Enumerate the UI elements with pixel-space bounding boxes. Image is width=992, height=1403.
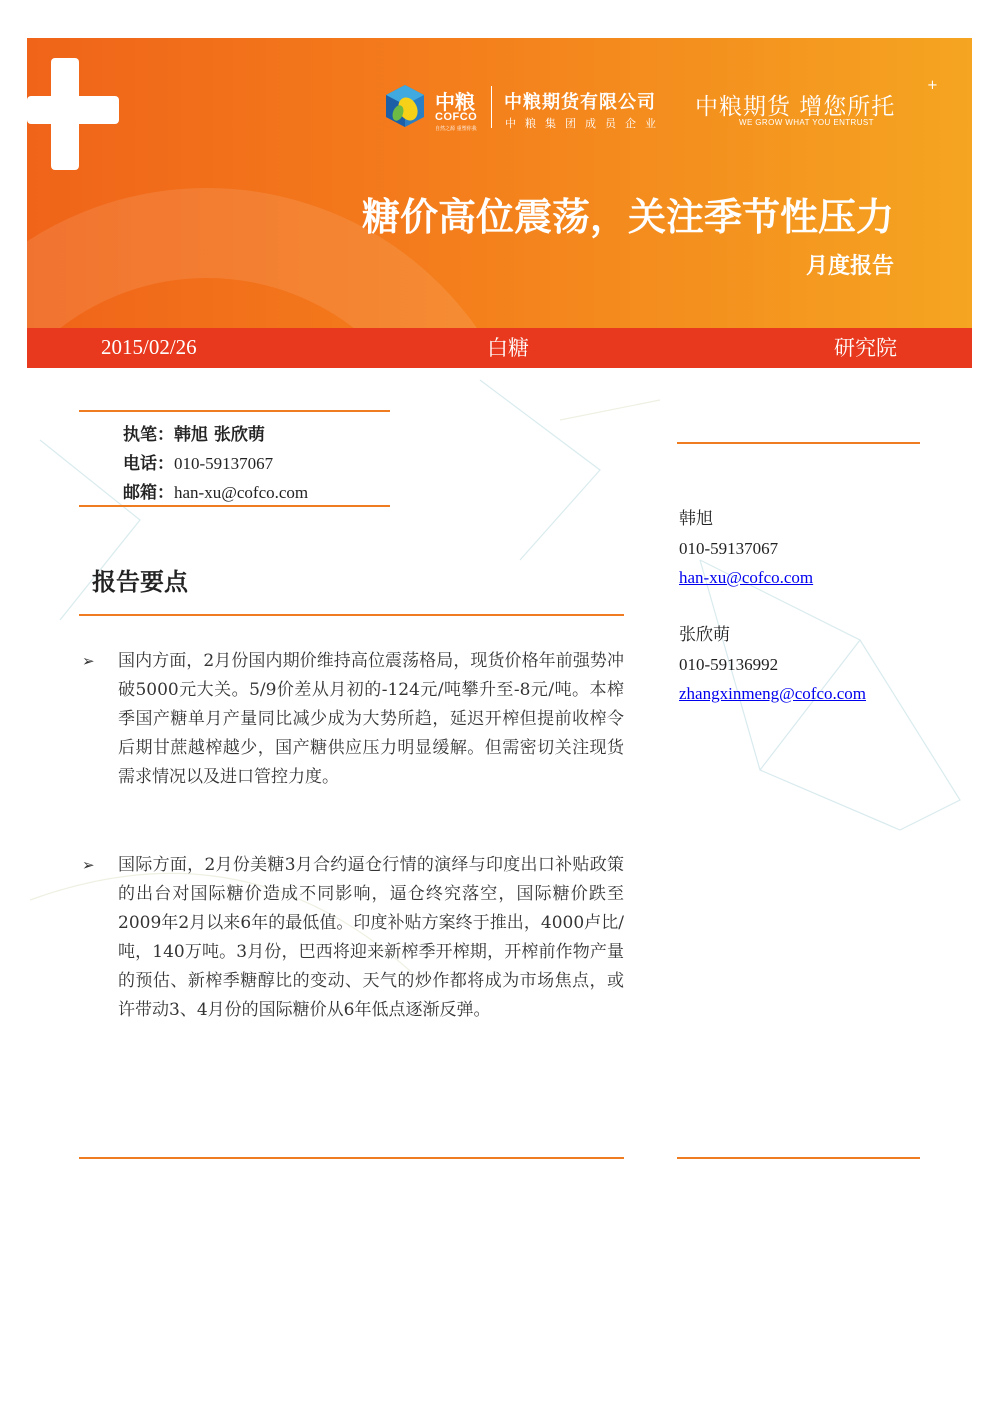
author-rule-bottom xyxy=(79,505,390,507)
email-value: han-xu@cofco.com xyxy=(174,483,309,502)
author-phone xyxy=(123,449,273,474)
bullet-arrow-icon: ➢ xyxy=(82,856,95,874)
phone-value: 010-59137067 xyxy=(174,454,274,473)
contact-name: 张欣萌 xyxy=(679,625,730,645)
contact-name: 韩旭 xyxy=(679,509,713,529)
contact-email-link[interactable]: zhangxinmeng@cofco.com xyxy=(679,684,867,703)
report-category: 白糖 xyxy=(487,336,529,360)
slogan-english: WE GROW WHAT YOU ENTRUST xyxy=(739,118,874,127)
info-bar xyxy=(27,328,972,368)
contact-phone: 010-59137067 xyxy=(679,539,779,558)
contact-phone: 010-59136992 xyxy=(679,655,779,674)
slogan-plus: + xyxy=(927,78,938,93)
section-title: 报告要点 xyxy=(92,567,188,596)
header-banner xyxy=(27,38,972,330)
logo-text-en: COFCO xyxy=(435,111,478,123)
section-rule-bottom xyxy=(79,1157,624,1159)
company-subtitle: 中粮集团成员企业 xyxy=(505,117,665,130)
cofco-logo-icon xyxy=(382,83,428,129)
author-writer xyxy=(123,420,265,445)
logo-divider xyxy=(491,86,492,128)
phone-label: 电话： xyxy=(123,454,174,474)
company-name: 中粮期货有限公司 xyxy=(504,92,656,113)
writer-value: 韩旭 张欣萌 xyxy=(174,425,265,445)
section-rule-top xyxy=(79,614,624,616)
writer-label: 执笔： xyxy=(123,425,174,445)
author-email xyxy=(123,478,308,503)
bullet-international: 国际方面，2月份美糖3月合约逼仓行情的演绎与印度出口补贴政策的出台对国际糖价造成不同影响，逼仓终究落空，国际糖价跌至2009年2月以来6年的最低值。印度补贴方案终于推出，4000卢比/吨，140万吨。3月份，巴西将迎来新榨季开榨期，开榨前作物产量的预估、新榨季糖醇比的变动、天气的炒作都将成为市场焦点，或许带动3、4月份的国际糖价从6年低点逐渐反弹。 xyxy=(118,855,624,1020)
sidebar-rule-top xyxy=(677,442,920,444)
report-subtitle: 月度报告 xyxy=(805,253,894,279)
slogan: 中粮期货 增您所托 xyxy=(695,94,896,120)
logo-text-cn: 中粮 xyxy=(435,90,475,114)
report-title: 糖价高位震荡，关注季节性压力 xyxy=(361,194,894,239)
sidebar-rule-bottom xyxy=(677,1157,920,1159)
report-department: 研究院 xyxy=(834,336,897,360)
author-rule-top xyxy=(79,410,390,412)
bullet-domestic: 国内方面，2月份国内期价维持高位震荡格局，现货价格年前强势冲破5000元大关。5/9价差从月初的-124元/吨攀升至-8元/吨。本榨季国产糖单月产量同比减少成为大势所趋，延迟开榨但提前收榨令后期甘蔗越榨越少，国产糖供应压力明显缓解。但需密切关注现货需求情况以及进口管控力度。 xyxy=(118,651,624,787)
email-label: 邮箱： xyxy=(123,483,174,503)
plus-icon-bar xyxy=(27,96,119,124)
logo-tagline: 自然之源 重塑你我 xyxy=(435,126,477,132)
contact-card xyxy=(679,621,866,708)
bullet-arrow-icon: ➢ xyxy=(82,652,95,670)
contact-email-link[interactable]: han-xu@cofco.com xyxy=(679,568,814,587)
contact-card xyxy=(679,505,813,592)
report-date: 2015/02/26 xyxy=(101,335,197,359)
